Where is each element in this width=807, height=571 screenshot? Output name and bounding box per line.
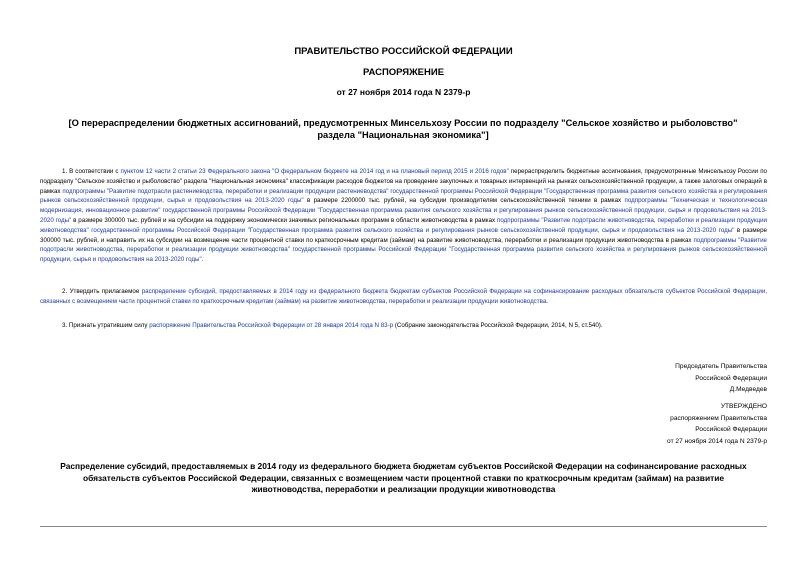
approval-title: УТВЕРЖДЕНО [720, 403, 767, 410]
signature-position: Председатель Правительства [675, 363, 767, 370]
document-type-heading: РАСПОРЯЖЕНИЕ [362, 67, 445, 78]
livestock-subprogram-link-1[interactable]: подпрограммы "Развитие подотрасли животноводства, переработки и реализации продукции животноводства" государственной программы Российской Федерации "Государственная программа развития сельского хозяйства и регулирования рынков сельскохозяйственной продукции, сырья и продовольствия на 2013-2020 годы" [40, 216, 767, 234]
paragraph-1-text-4: в размере 300000 тыс. рублей и на субсидии на поддержку экономически значимых региональных программ в области животноводства в рамках [71, 216, 497, 224]
livestock-subprogram-link-2[interactable]: подпрограммы "Развитие подотрасли животноводства, переработки и реализации продукции животноводства" государственной программы Российской Федерации "Государственная программа развития сельского хозяйства и регулирования рынков сельскохозяйственной продукции, сырья и продовольствия на 2013-2020 годы" [40, 236, 767, 264]
signature-name: Д.Медведев [729, 386, 767, 393]
paragraph-3 [40, 321, 767, 331]
horizontal-divider [40, 526, 767, 527]
distribution-link[interactable]: распределение субсидий, предоставляемых в 2014 году из федерального бюджета бюджетам субъектов Российской Федерации на софинансирование расходных обязательств субъектов Российской Федерации, связанных с возмещением части процентной ставки по краткосрочным кредитам (займам) на развитие животноводства, переработки и реализации продукции животноводства [40, 288, 767, 305]
approval-date: от 27 ноября 2014 года N 2379-р [667, 437, 767, 445]
approval-order: распоряжением Правительства [670, 414, 767, 422]
approval-country: Российской Федерации [695, 426, 767, 434]
document-date-number: от 27 ноября 2014 года N 2379-р [336, 87, 471, 97]
paragraph-2-text-2: . [546, 297, 549, 305]
paragraph-3-text-2: (Собрание законодательства Российской Федерации, 2014, N 5, ст.540). [393, 322, 603, 329]
paragraph-2-text-1: 2. Утвердить прилагаемое [62, 288, 142, 295]
paragraph-1-text-2: перераспределить бюджетные ассигнования, предусмотренные Минсельхозу России по подразделу "Сельское хозяйство и рыболовство" раздела "Национальная экономика" классификации расходов бюджетов на проведение закупочных и товарных интервенций на рынках сельскохозяйственной продукции, а также залоговых операций в рамках [40, 168, 767, 195]
paragraph-2 [40, 287, 767, 307]
paragraph-1-text-5: в размере 300000 тыс. рублей, и направить их на субсидии на возмещение части процентной ставки по краткосрочным кредитам (займам) на развитие животноводства, переработки и реализации продукции животноводства в рамках [40, 226, 767, 244]
distribution-title: Распределение субсидий, предоставляемых в 2014 году из федерального бюджета бюджетам субъектов Российской Федерации на софинансирование расходных обязательств субъектов Российской Федерации, связанных с возмещением части процентной ставки по краткосрочным кредитам (займам) на развитие животноводства, переработки и реализации продукции животноводства [60, 461, 747, 494]
federal-law-link[interactable]: пунктом 12 части 2 статьи 23 Федерального закона "О федеральном бюджете на 2014 год и на плановый период 2015 и 2016 годов" [120, 168, 509, 175]
document-subject: [О перераспределении бюджетных ассигнований, предусмотренных Минсельхозу России по подразделу "Сельское хозяйство и рыболовство" раздела "Национальная экономика"] [68, 118, 738, 140]
paragraph-1-text-3: в размере 2200000 тыс. рублей, на субсидии производителям сельскохозяйственной техники в рамках [303, 197, 625, 205]
repealed-order-link[interactable]: распоряжение Правительства Российской Федерации от 28 января 2014 года N 83-р [149, 322, 394, 329]
crop-subprogram-link[interactable]: подпрограммы "Развитие подотрасли растениеводства, переработки и реализации продукции растениеводства" государственной программы Российской Федерации "Государственная программа развития сельского хозяйства и регулирования рынков сельскохозяйственной продукции, сырья и продовольствия на 2013-2020 годы" [40, 187, 767, 205]
paragraph-1-text-1: 1. В соответствии с [62, 168, 121, 175]
signature-block [547, 361, 767, 396]
government-heading: ПРАВИТЕЛЬСТВО РОССИЙСКОЙ ФЕДЕРАЦИИ [294, 46, 513, 57]
paragraph-1 [40, 167, 767, 265]
paragraph-1-text-6: . [201, 256, 204, 264]
signature-country: Российской Федерации [695, 374, 767, 382]
modernization-subprogram-link[interactable]: подпрограммы "Техническая и технологическая модернизация, инновационное развитие" государственной программы Российской Федерации "Государственная программа развития сельского хозяйства и регулирования рынков сельскохозяйственной продукции, сырья и продовольствия на 2013-2020 годы" [40, 197, 767, 224]
approval-block [547, 401, 767, 447]
paragraph-3-text-1: 3. Признать утратившим силу [62, 322, 150, 329]
